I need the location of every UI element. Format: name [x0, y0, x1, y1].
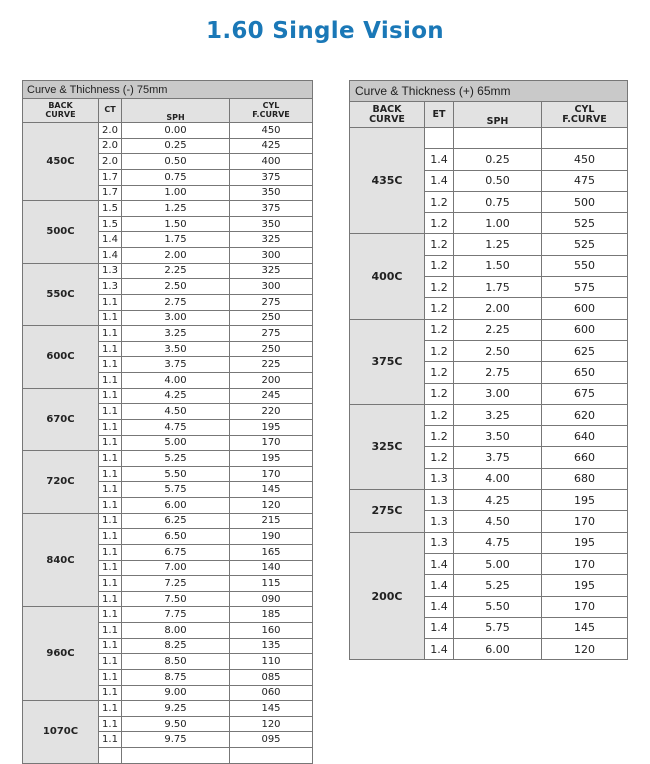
- left-ct-cell: 1.1: [99, 326, 122, 342]
- left-cyl-cell: 300: [230, 279, 313, 295]
- left-cyl-cell: 195: [230, 419, 313, 435]
- left-ct-cell: 1.1: [99, 451, 122, 467]
- left-ct-cell: 1.1: [99, 466, 122, 482]
- left-cyl-cell: 400: [230, 154, 313, 170]
- table-row: [350, 319, 628, 340]
- right-et-cell: 1.4: [425, 575, 454, 596]
- right-sph-cell: 2.50: [454, 340, 542, 361]
- right-sph-cell: 0.25: [454, 149, 542, 170]
- left-header-cyl: CYL F.CURVE: [230, 99, 313, 123]
- left-back-curve-cell: 500C: [23, 201, 99, 264]
- left-sph-cell: 8.75: [122, 669, 230, 685]
- right-et-cell: 1.2: [425, 234, 454, 255]
- left-sph-cell: 7.25: [122, 576, 230, 592]
- left-ct-cell: 1.1: [99, 373, 122, 389]
- left-sph-cell: 2.50: [122, 279, 230, 295]
- left-ct-cell: 1.1: [99, 341, 122, 357]
- table-row: [350, 490, 628, 511]
- right-sph-cell: 2.25: [454, 319, 542, 340]
- left-cyl-cell: 325: [230, 263, 313, 279]
- left-ct-cell: 1.1: [99, 310, 122, 326]
- right-et-cell: 1.4: [425, 149, 454, 170]
- left-sph-cell: 6.50: [122, 529, 230, 545]
- left-cyl-cell: 200: [230, 373, 313, 389]
- right-back-curve-cell: 375C: [350, 319, 425, 404]
- right-back-curve-cell: 200C: [350, 532, 425, 660]
- right-cyl-cell: 170: [542, 596, 628, 617]
- left-ct-cell: 1.1: [99, 544, 122, 560]
- table-row: [350, 404, 628, 425]
- right-et-cell: 1.2: [425, 447, 454, 468]
- right-et-cell: 1.2: [425, 255, 454, 276]
- right-et-cell: 1.4: [425, 596, 454, 617]
- left-cyl-cell: 085: [230, 669, 313, 685]
- left-ct-cell: 1.1: [99, 607, 122, 623]
- left-ct-cell: 1.1: [99, 404, 122, 420]
- left-cyl-cell: 375: [230, 169, 313, 185]
- table-row: [23, 326, 313, 342]
- left-cyl-cell: 425: [230, 138, 313, 154]
- right-header-back-curve: BACK CURVE: [350, 102, 425, 128]
- right-sph-cell: 5.75: [454, 617, 542, 638]
- left-sph-cell: 6.00: [122, 498, 230, 514]
- right-et-cell: 1.4: [425, 553, 454, 574]
- left-cyl-cell: 140: [230, 560, 313, 576]
- right-sph-cell: 1.50: [454, 255, 542, 276]
- left-ct-cell: 1.1: [99, 732, 122, 748]
- left-sph-cell: 9.50: [122, 716, 230, 732]
- table-row: [23, 451, 313, 467]
- right-cyl-cell: 500: [542, 191, 628, 212]
- left-header-back-curve: BACK CURVE: [23, 99, 99, 123]
- left-sph-cell: 9.00: [122, 685, 230, 701]
- right-et-cell: 1.4: [425, 170, 454, 191]
- left-ct-cell: 1.1: [99, 388, 122, 404]
- right-sph-cell: 4.25: [454, 490, 542, 511]
- right-et-cell: 1.2: [425, 340, 454, 361]
- left-ct-cell: 1.3: [99, 279, 122, 295]
- right-et-cell: 1.3: [425, 490, 454, 511]
- right-cyl-cell: 675: [542, 383, 628, 404]
- left-sph-cell: 8.25: [122, 638, 230, 654]
- right-sph-cell: 5.50: [454, 596, 542, 617]
- right-sph-cell: 1.00: [454, 213, 542, 234]
- right-sph-cell: 3.75: [454, 447, 542, 468]
- left-cyl-cell: 275: [230, 326, 313, 342]
- left-sph-cell: 7.75: [122, 607, 230, 623]
- left-ct-cell: 1.7: [99, 185, 122, 201]
- left-sph-cell: 2.00: [122, 248, 230, 264]
- left-sph-cell: 5.00: [122, 435, 230, 451]
- left-cyl-cell: 165: [230, 544, 313, 560]
- left-sph-cell: 6.25: [122, 513, 230, 529]
- left-cyl-cell: 145: [230, 482, 313, 498]
- left-sph-cell: 1.75: [122, 232, 230, 248]
- left-sph-cell: 2.75: [122, 294, 230, 310]
- left-sph-cell: 5.50: [122, 466, 230, 482]
- left-sph-cell: 3.00: [122, 310, 230, 326]
- left-cyl-cell: 145: [230, 701, 313, 717]
- left-ct-cell: 1.1: [99, 294, 122, 310]
- left-cyl-cell: 115: [230, 576, 313, 592]
- left-ct-cell: 2.0: [99, 154, 122, 170]
- left-sph-cell: 5.75: [122, 482, 230, 498]
- right-sph-cell: 5.25: [454, 575, 542, 596]
- right-cyl-cell: 620: [542, 404, 628, 425]
- left-cyl-cell: 245: [230, 388, 313, 404]
- table-row: [23, 388, 313, 404]
- left-sph-cell: 0.00: [122, 123, 230, 139]
- plus-lens-table: [349, 80, 628, 660]
- left-back-curve-cell: 960C: [23, 607, 99, 701]
- right-cyl-cell: 170: [542, 511, 628, 532]
- right-cyl-cell: 680: [542, 468, 628, 489]
- left-ct-cell: 1.1: [99, 669, 122, 685]
- right-et-cell: 1.2: [425, 319, 454, 340]
- left-sph-cell: 3.75: [122, 357, 230, 373]
- right-et-cell: 1.2: [425, 426, 454, 447]
- right-cyl-cell: 625: [542, 340, 628, 361]
- right-cyl-cell: 575: [542, 277, 628, 298]
- left-cyl-cell: 300: [230, 248, 313, 264]
- left-sph-cell: 4.00: [122, 373, 230, 389]
- right-sph-cell: [454, 128, 542, 149]
- left-cyl-cell: 095: [230, 732, 313, 748]
- table-row: [350, 532, 628, 553]
- left-sph-cell: 9.25: [122, 701, 230, 717]
- right-sph-cell: 1.25: [454, 234, 542, 255]
- left-sph-cell: [122, 748, 230, 764]
- left-ct-cell: 1.1: [99, 419, 122, 435]
- left-ct-cell: 1.4: [99, 248, 122, 264]
- right-sph-cell: 4.00: [454, 468, 542, 489]
- left-ct-cell: [99, 748, 122, 764]
- right-sph-cell: 4.50: [454, 511, 542, 532]
- right-et-cell: 1.3: [425, 468, 454, 489]
- right-et-cell: 1.2: [425, 362, 454, 383]
- left-cyl-cell: 110: [230, 654, 313, 670]
- left-ct-cell: 1.5: [99, 216, 122, 232]
- left-back-curve-cell: 600C: [23, 326, 99, 389]
- right-cyl-cell: 145: [542, 617, 628, 638]
- left-cyl-cell: 275: [230, 294, 313, 310]
- left-cyl-cell: 450: [230, 123, 313, 139]
- right-cyl-cell: 475: [542, 170, 628, 191]
- right-cyl-cell: [542, 128, 628, 149]
- right-cyl-cell: 170: [542, 553, 628, 574]
- left-ct-cell: 1.1: [99, 701, 122, 717]
- left-ct-cell: 1.1: [99, 560, 122, 576]
- left-header-sph: SPH: [122, 99, 230, 123]
- left-cyl-cell: 250: [230, 341, 313, 357]
- right-cyl-cell: 650: [542, 362, 628, 383]
- right-sph-cell: 2.00: [454, 298, 542, 319]
- left-sph-cell: 9.75: [122, 732, 230, 748]
- left-ct-cell: 1.1: [99, 498, 122, 514]
- left-sph-cell: 8.00: [122, 623, 230, 639]
- table-row: [23, 123, 313, 139]
- left-back-curve-cell: 1070C: [23, 701, 99, 764]
- left-ct-cell: 1.1: [99, 357, 122, 373]
- right-sph-cell: 3.00: [454, 383, 542, 404]
- left-ct-cell: 1.5: [99, 201, 122, 217]
- left-sph-cell: 7.50: [122, 591, 230, 607]
- right-cyl-cell: 600: [542, 298, 628, 319]
- right-sph-cell: 3.25: [454, 404, 542, 425]
- right-et-cell: 1.3: [425, 511, 454, 532]
- left-back-curve-cell: 450C: [23, 123, 99, 201]
- left-cyl-cell: 090: [230, 591, 313, 607]
- left-ct-cell: 1.1: [99, 591, 122, 607]
- right-cyl-cell: 600: [542, 319, 628, 340]
- right-back-curve-cell: 275C: [350, 490, 425, 533]
- left-sph-cell: 0.75: [122, 169, 230, 185]
- right-cyl-cell: 660: [542, 447, 628, 468]
- left-ct-cell: 1.1: [99, 716, 122, 732]
- left-cyl-cell: 185: [230, 607, 313, 623]
- right-et-cell: 1.4: [425, 617, 454, 638]
- left-ct-cell: 1.1: [99, 513, 122, 529]
- left-cyl-cell: 190: [230, 529, 313, 545]
- right-cyl-cell: 195: [542, 490, 628, 511]
- left-sph-cell: 4.50: [122, 404, 230, 420]
- left-cyl-cell: 220: [230, 404, 313, 420]
- left-ct-cell: 1.1: [99, 576, 122, 592]
- right-cyl-cell: 195: [542, 575, 628, 596]
- right-et-cell: 1.2: [425, 383, 454, 404]
- left-sph-cell: 0.50: [122, 154, 230, 170]
- left-cyl-cell: [230, 748, 313, 764]
- right-et-cell: 1.2: [425, 404, 454, 425]
- left-ct-cell: 2.0: [99, 123, 122, 139]
- left-cyl-cell: 120: [230, 498, 313, 514]
- left-ct-cell: 1.1: [99, 623, 122, 639]
- right-sph-cell: 6.00: [454, 639, 542, 660]
- left-ct-cell: 2.0: [99, 138, 122, 154]
- table-row: [23, 201, 313, 217]
- left-ct-cell: 1.1: [99, 638, 122, 654]
- left-sph-cell: 6.75: [122, 544, 230, 560]
- left-sph-cell: 2.25: [122, 263, 230, 279]
- right-sph-cell: 0.50: [454, 170, 542, 191]
- table-row: [23, 607, 313, 623]
- left-sph-cell: 1.50: [122, 216, 230, 232]
- left-cyl-cell: 375: [230, 201, 313, 217]
- left-sph-cell: 8.50: [122, 654, 230, 670]
- left-ct-cell: 1.1: [99, 482, 122, 498]
- left-sph-cell: 4.75: [122, 419, 230, 435]
- left-sph-cell: 4.25: [122, 388, 230, 404]
- left-cyl-cell: 120: [230, 716, 313, 732]
- left-ct-cell: 1.1: [99, 654, 122, 670]
- right-sph-cell: 1.75: [454, 277, 542, 298]
- right-cyl-cell: 120: [542, 639, 628, 660]
- left-sph-cell: 1.25: [122, 201, 230, 217]
- right-back-curve-cell: 325C: [350, 404, 425, 489]
- right-et-cell: 1.2: [425, 298, 454, 319]
- left-cyl-cell: 060: [230, 685, 313, 701]
- left-sph-cell: 3.50: [122, 341, 230, 357]
- left-cyl-cell: 350: [230, 185, 313, 201]
- table-row: [23, 263, 313, 279]
- right-cyl-cell: 450: [542, 149, 628, 170]
- right-cyl-cell: 525: [542, 213, 628, 234]
- left-cyl-cell: 350: [230, 216, 313, 232]
- table-row: [23, 701, 313, 717]
- left-cyl-cell: 170: [230, 435, 313, 451]
- right-et-cell: 1.2: [425, 213, 454, 234]
- left-sph-cell: 5.25: [122, 451, 230, 467]
- right-cyl-cell: 640: [542, 426, 628, 447]
- left-sph-cell: 0.25: [122, 138, 230, 154]
- page-title: 1.60 Single Vision: [206, 18, 444, 44]
- minus-lens-table: [22, 80, 313, 764]
- left-back-curve-cell: 670C: [23, 388, 99, 451]
- left-cyl-cell: 225: [230, 357, 313, 373]
- left-ct-cell: 1.7: [99, 169, 122, 185]
- right-et-cell: 1.2: [425, 277, 454, 298]
- right-back-curve-cell: 435C: [350, 128, 425, 234]
- left-cyl-cell: 160: [230, 623, 313, 639]
- right-back-curve-cell: 400C: [350, 234, 425, 319]
- left-cyl-cell: 215: [230, 513, 313, 529]
- left-ct-cell: 1.3: [99, 263, 122, 279]
- left-ct-cell: 1.4: [99, 232, 122, 248]
- left-cyl-cell: 135: [230, 638, 313, 654]
- right-sph-cell: 0.75: [454, 191, 542, 212]
- right-sph-cell: 3.50: [454, 426, 542, 447]
- left-cyl-cell: 170: [230, 466, 313, 482]
- left-cyl-cell: 325: [230, 232, 313, 248]
- table-row: [23, 513, 313, 529]
- table-row: [350, 234, 628, 255]
- left-sph-cell: 1.00: [122, 185, 230, 201]
- right-sph-cell: 5.00: [454, 553, 542, 574]
- left-back-curve-cell: 550C: [23, 263, 99, 326]
- left-sph-cell: 3.25: [122, 326, 230, 342]
- left-ct-cell: 1.1: [99, 435, 122, 451]
- right-et-cell: 1.2: [425, 191, 454, 212]
- right-cyl-cell: 550: [542, 255, 628, 276]
- left-ct-cell: 1.1: [99, 529, 122, 545]
- left-back-curve-cell: 840C: [23, 513, 99, 607]
- left-cyl-cell: 195: [230, 451, 313, 467]
- right-cyl-cell: 525: [542, 234, 628, 255]
- right-et-cell: 1.3: [425, 532, 454, 553]
- left-header-ct: CT: [99, 99, 122, 123]
- left-sph-cell: 7.00: [122, 560, 230, 576]
- right-header-sph: SPH: [454, 102, 542, 128]
- left-ct-cell: 1.1: [99, 685, 122, 701]
- left-cyl-cell: 250: [230, 310, 313, 326]
- right-sph-cell: 4.75: [454, 532, 542, 553]
- right-header-cyl: CYL F.CURVE: [542, 102, 628, 128]
- left-back-curve-cell: 720C: [23, 451, 99, 514]
- table-row: [350, 128, 628, 149]
- left-caption: Curve & Thichness (-) 75mm: [23, 81, 313, 99]
- right-cyl-cell: 195: [542, 532, 628, 553]
- right-et-cell: [425, 128, 454, 149]
- right-sph-cell: 2.75: [454, 362, 542, 383]
- right-et-cell: 1.4: [425, 639, 454, 660]
- right-header-et: ET: [425, 102, 454, 128]
- right-caption: Curve & Thickness (+) 65mm: [350, 81, 628, 102]
